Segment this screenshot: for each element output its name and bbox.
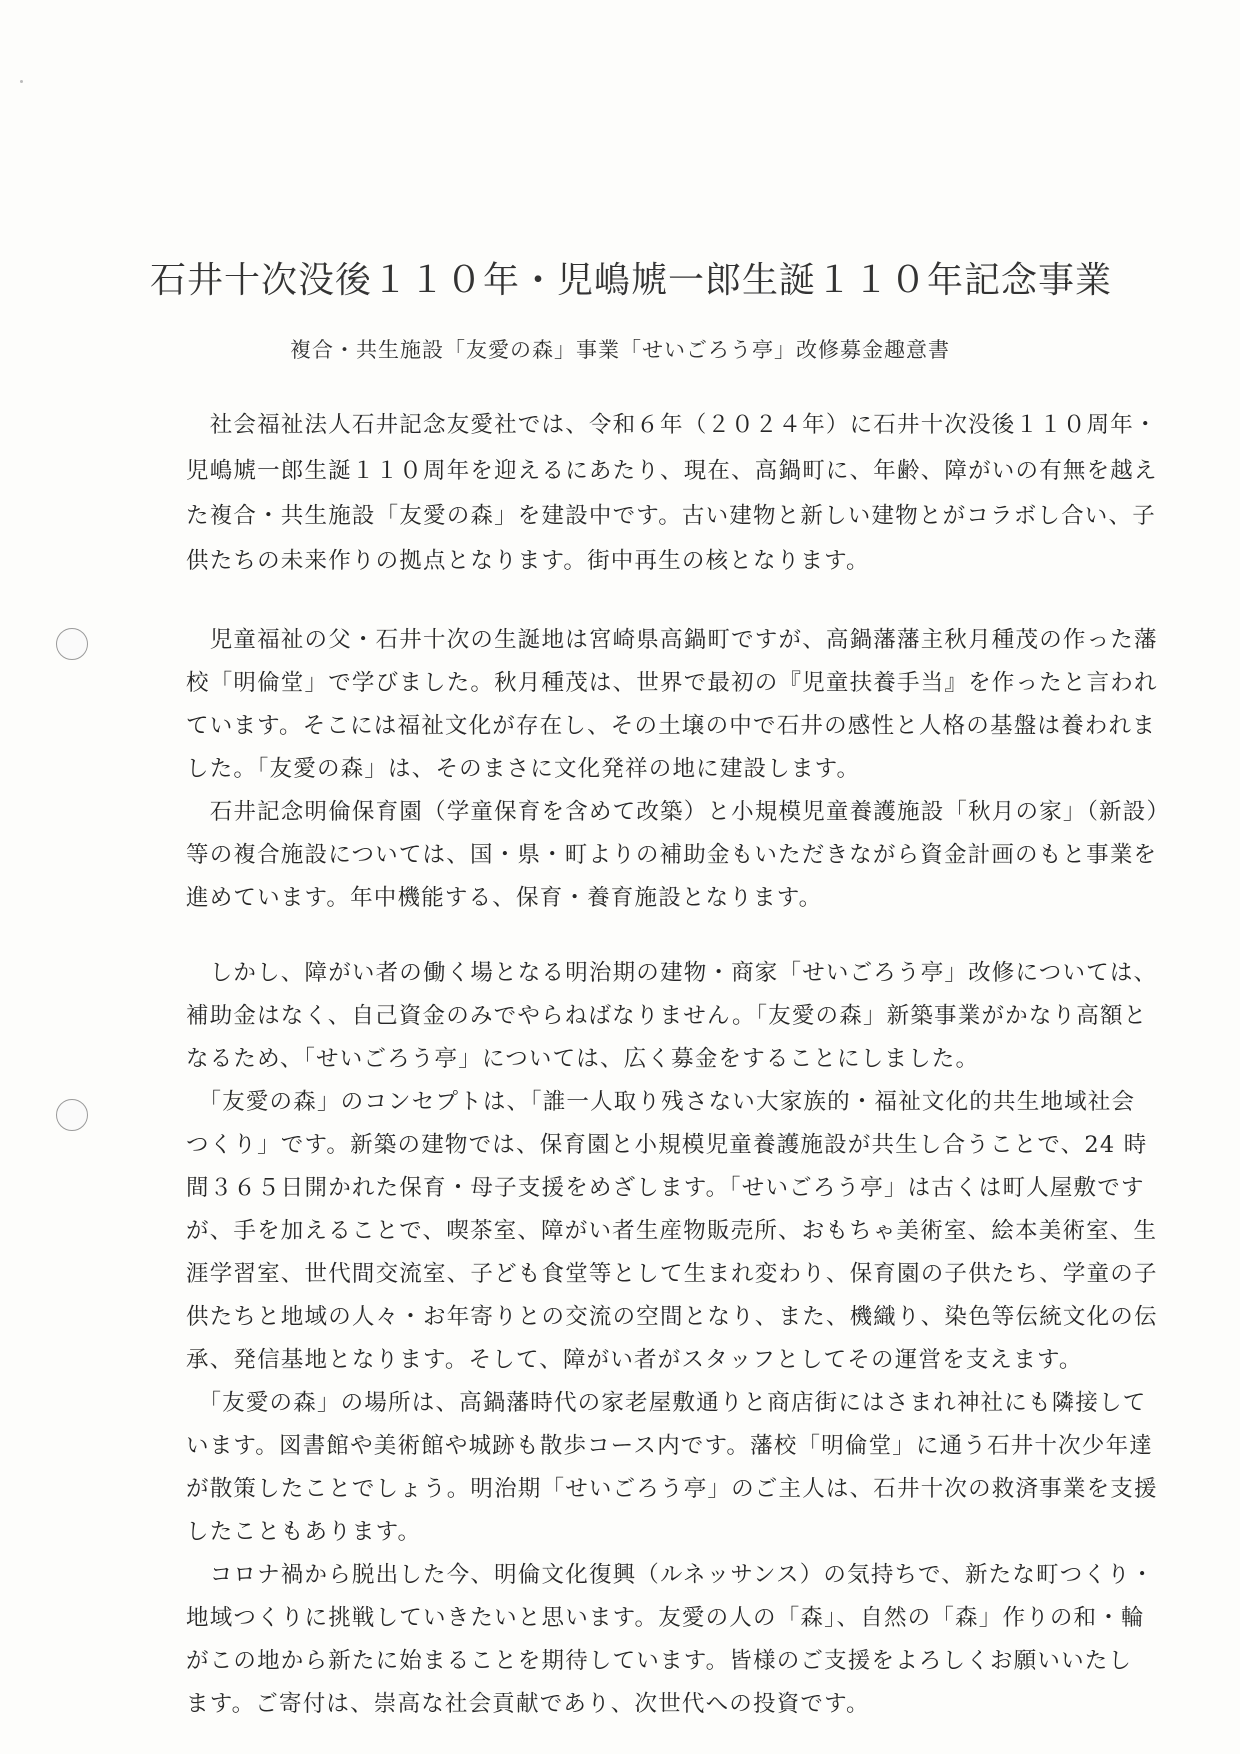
text-line: 進めています。年中機能する、保育・養育施設となります。 [186,885,823,911]
text-line: います。図書館や美術館や城跡も散歩コース内です。藩校「明倫堂」に通う石井十次少年達 [186,1433,1153,1459]
text-line: 地域つくりに挑戦していきたいと思います。友愛の人の「森」、自然の「森」作りの和・輪 [186,1605,1145,1631]
text-line: 供たちと地域の人々・お年寄りとの交流の空間となり、また、機織り、染色等伝統文化の伝 [186,1304,1158,1330]
punch-hole [56,1099,88,1131]
text-line: 等の複合施設については、国・県・町よりの補助金もいただきながら資金計画のもと事業を [186,842,1158,868]
text-line: 児童福祉の父・石井十次の生誕地は宮崎県高鍋町ですが、高鍋藩藩主秋月種茂の作った藩 [186,627,1158,653]
text-line: したこともあります。 [186,1519,422,1545]
text-line: 「友愛の森」のコンセプトは、「誰一人取り残さない大家族的・福祉文化的共生地域社会 [186,1089,1136,1115]
text-line: 校「明倫堂」で学びました。秋月種茂は、世界で最初の『児童扶養手当』を作ったと言われ [186,670,1158,696]
text-line: 間３６５日開かれた保育・母子支援をめざします。「せいごろう亭」は古くは町人屋敷です [186,1175,1145,1201]
text-line: した。「友愛の森」は、そのまさに文化発祥の地に建設します。 [186,756,861,782]
text-line: がこの地から新たに始まることを期待しています。皆様のご支援をよろしくお願いいたし [186,1648,1133,1674]
text-line: が散策したことでしょう。明治期「せいごろう亭」のご主人は、石井十次の救済事業を支援 [186,1476,1158,1502]
document-title: 石井十次没後１１０年・児嶋虓一郎生誕１１０年記念事業 [150,260,1113,301]
text-line: 「友愛の森」の場所は、高鍋藩時代の家老屋敷通りと商店街にはさまれ神社にも隣接して [186,1390,1147,1416]
text-line: なるため、「せいごろう亭」については、広く募金をすることにしました。 [186,1046,980,1072]
text-line: コロナ禍から脱出した今、明倫文化復興（ルネッサンス）の気持ちで、新たな町つくり・ [186,1562,1155,1588]
text-line: しかし、障がい者の働く場となる明治期の建物・商家「せいごろう亭」改修については、 [186,960,1158,986]
text-line: ています。そこには福祉文化が存在し、その土壌の中で石井の感性と人格の基盤は養われま [186,713,1156,739]
punch-hole [56,628,88,660]
text-line: つくり」です。新築の建物では、保育園と小規模児童養護施設が共生し合うことで、24 時 [186,1132,1148,1158]
text-line: 社会福祉法人石井記念友愛社では、令和６年（２０２４年）に石井十次没後１１０周年・ [186,412,1158,438]
scan-speck [20,80,23,83]
text-line: が、手を加えることで、喫茶室、障がい者生産物販売所、おもちゃ美術室、絵本美術室、生 [186,1218,1158,1244]
document-subtitle: 複合・共生施設「友愛の森」事業「せいごろう亭」改修募金趣意書 [290,338,950,362]
text-line: ます。ご寄付は、崇高な社会貢献であり、次世代への投資です。 [186,1691,870,1717]
text-line: た複合・共生施設「友愛の森」を建設中です。古い建物と新しい建物とがコラボし合い、子 [186,503,1156,529]
text-line: 供たちの未来作りの拠点となります。街中再生の核となります。 [186,548,870,574]
text-line: 補助金はなく、自己資金のみでやらねばなりません。「友愛の森」新築事業がかなり高額と [186,1003,1148,1029]
text-line: 涯学習室、世代間交流室、子ども食堂等として生まれ変わり、保育園の子供たち、学童の子 [186,1261,1158,1287]
text-line: 児嶋虓一郎生誕１１０周年を迎えるにあたり、現在、高鍋町に、年齢、障がいの有無を越え [186,458,1158,484]
text-line: 石井記念明倫保育園（学童保育を含めて改築）と小規模児童養護施設「秋月の家」（新設） [186,799,1171,825]
text-line: 承、発信基地となります。そして、障がい者がスタッフとしてその運営を支えます。 [186,1347,1083,1373]
